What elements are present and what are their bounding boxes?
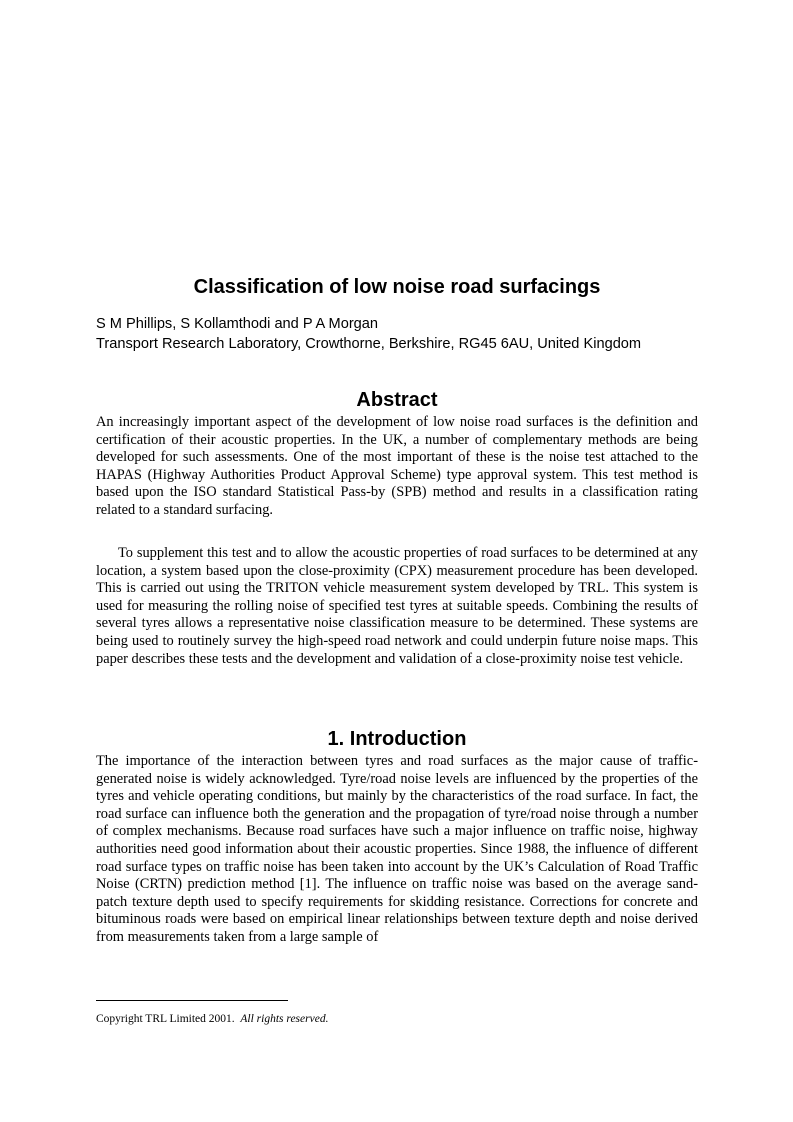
copyright-text: Copyright TRL Limited 2001. <box>96 1013 235 1025</box>
rights-text: All rights reserved. <box>240 1013 329 1025</box>
introduction-paragraph: The importance of the interaction between tyres and road surfaces as the major cause of traffic-generated noise is widely acknowledged. Tyre/road noise levels are influenced by the properties of the tyres and vehicle operating conditions, but mainly by the characteristics of the road surface. In fact, the road surface can influence both the generation and the propagation of tyre/road noise through a number of complex mechanisms. Because road surfaces have such a major influence on traffic noise, highway authorities need good information about their acoustic properties. Since 1988, the influence of different road surface types on traffic noise has been taken into account by the UK’s Calculation of Road Traffic Noise (CRTN) prediction method [1]. The influence on traffic noise was based on the average sand-patch texture depth used to specify requirements for skidding resistance. Corrections for concrete and bituminous roads were based on empirical linear relationships between texture depth and noise derived from measurements taken from a large sample of <box>96 753 698 945</box>
author-list: S M Phillips, S Kollamthodi and P A Morgan <box>96 316 379 332</box>
footnote-divider <box>96 1000 288 1001</box>
abstract-heading: Abstract <box>356 389 438 411</box>
copyright-footnote <box>96 1012 328 1026</box>
author-affiliation: Transport Research Laboratory, Crowthorne, Berkshire, RG45 6AU, United Kingdom <box>96 336 642 352</box>
introduction-heading: 1. Introduction <box>327 728 467 750</box>
paper-title: Classification of low noise road surfacings <box>193 276 601 298</box>
abstract-paragraph: An increasingly important aspect of the development of low noise road surfaces is the definition and certification of their acoustic properties. In the UK, a number of complementary methods are being developed for such assessments. One of the most important of these is the noise test attached to the HAPAS (Highway Authorities Product Approval Scheme) type approval system. This test method is based upon the ISO standard Statistical Pass-by (SPB) method and results in a classification rating related to a standard surfacing. <box>96 414 698 518</box>
abstract-paragraph: To supplement this test and to allow the acoustic properties of road surfaces to be determined at any location, a system based upon the close-proximity (CPX) measurement procedure has been developed. This is carried out using the TRITON vehicle measurement system developed by TRL. This system is used for measuring the rolling noise of specified test tyres at suitable speeds. Combining the results of several tyres allows a representative noise classification measure to be determined. These systems are being used to routinely survey the high-speed road network and could underpin future noise maps. This paper describes these tests and the development and validation of a close-proximity noise test vehicle. <box>96 545 698 667</box>
